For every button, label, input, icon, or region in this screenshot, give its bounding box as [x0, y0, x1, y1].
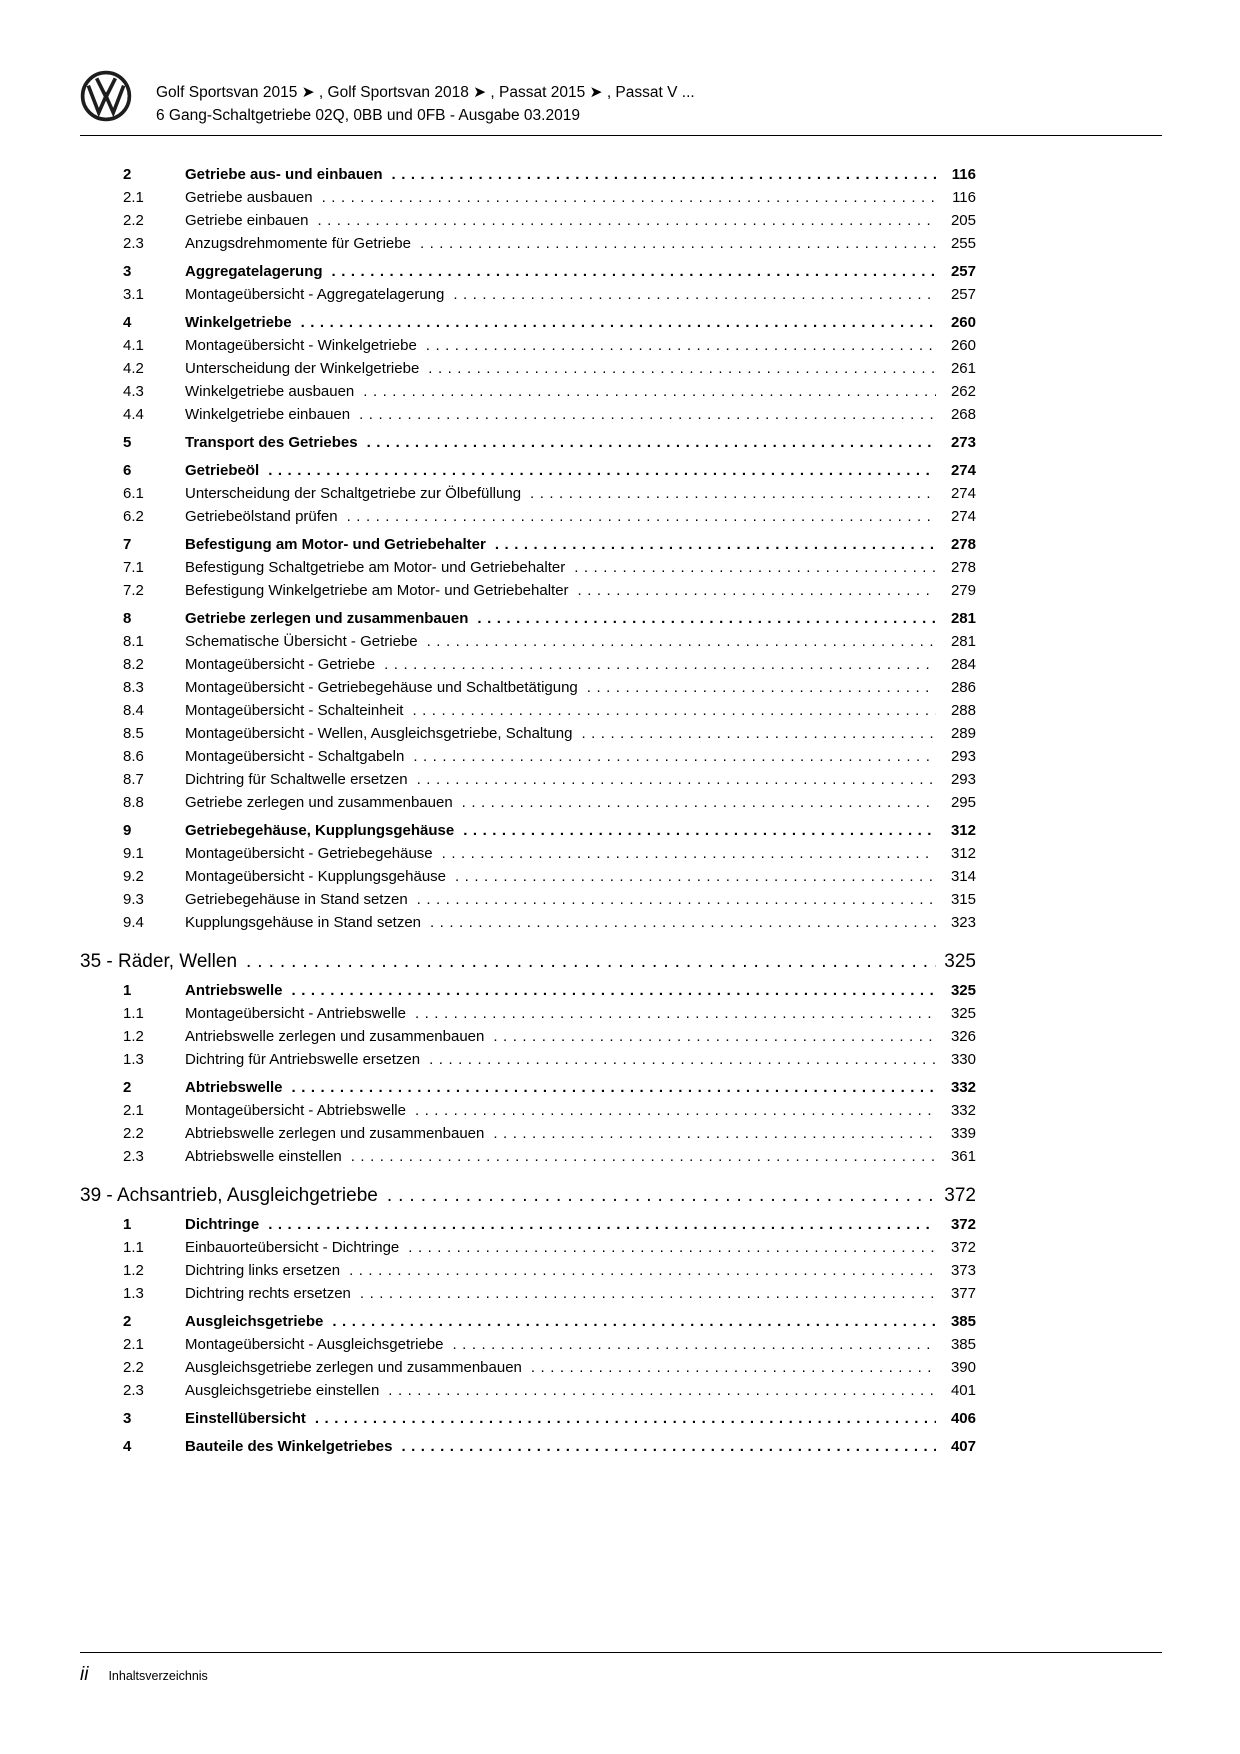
toc-entry-page: 278	[950, 559, 976, 576]
toc-entry-page: 281	[950, 610, 976, 627]
toc-entry-number: 8.3	[123, 679, 144, 696]
toc-entry-title: Dichtring für Schaltwelle ersetzen	[185, 771, 408, 788]
dot-leader	[392, 163, 936, 186]
toc-entry-page: 407	[950, 1438, 976, 1455]
dot-leader	[349, 1259, 936, 1282]
toc-entry-number: 8.2	[123, 656, 144, 673]
toc-entry-row[interactable]	[80, 260, 976, 283]
toc-entry-number: 1.2	[123, 1262, 144, 1279]
toc-entry-title: Montageübersicht - Ausgleichsgetriebe	[185, 1336, 444, 1353]
toc-entry-row[interactable]	[80, 186, 976, 209]
toc-entry-title: Getriebe zerlegen und zusammenbauen	[185, 610, 469, 627]
toc-chapter-page: 325	[944, 951, 976, 972]
toc-entry-row[interactable]	[80, 722, 976, 745]
dot-leader	[417, 768, 936, 791]
toc-entry-title: Montageübersicht - Antriebswelle	[185, 1005, 406, 1022]
toc-entry-title: Bauteile des Winkelgetriebes	[185, 1438, 393, 1455]
dot-leader	[531, 1356, 936, 1379]
toc-entry-row[interactable]	[80, 1333, 976, 1356]
toc-entry-number: 1.1	[123, 1005, 144, 1022]
toc-entry-page: 116	[952, 189, 976, 206]
toc-entry-number: 9	[123, 822, 132, 839]
dot-leader	[430, 911, 936, 934]
dot-leader	[442, 842, 936, 865]
toc-entry-number: 2	[123, 166, 132, 183]
dot-leader	[420, 232, 936, 255]
dot-leader	[530, 482, 936, 505]
dot-leader	[412, 699, 936, 722]
dot-leader	[429, 1048, 936, 1071]
toc-entry-row[interactable]	[80, 459, 976, 482]
toc-entry-row[interactable]	[80, 865, 976, 888]
toc-entry-number: 8.1	[123, 633, 144, 650]
toc-entry-number: 1	[123, 982, 132, 999]
dot-leader	[428, 357, 936, 380]
dot-leader	[587, 676, 936, 699]
dot-leader	[360, 1282, 936, 1305]
toc-entry-page: 377	[950, 1285, 976, 1302]
toc-entry-row[interactable]	[80, 1122, 976, 1145]
toc-entry-number: 6.2	[123, 508, 144, 525]
toc-entry-title: Antriebswelle	[185, 982, 283, 999]
toc-entry-number: 1	[123, 1216, 132, 1233]
toc-entry-number: 2.1	[123, 189, 144, 206]
dot-leader	[322, 186, 936, 209]
toc-entry-number: 2.3	[123, 235, 144, 252]
toc-entry-row[interactable]	[80, 311, 976, 334]
toc-entry-title: Schematische Übersicht - Getriebe	[185, 633, 418, 650]
dot-leader	[455, 865, 936, 888]
toc-entry-row[interactable]	[80, 431, 976, 454]
toc-entry-title: Getriebegehäuse in Stand setzen	[185, 891, 408, 908]
toc-entry-number: 2.3	[123, 1148, 144, 1165]
toc-entry-number: 1.3	[123, 1285, 144, 1302]
toc-entry-title: Aggregatelagerung	[185, 263, 323, 280]
dot-leader	[415, 1002, 936, 1025]
toc-entry-number: 7.2	[123, 582, 144, 599]
dot-leader	[292, 1076, 936, 1099]
toc-entry-number: 2.2	[123, 1125, 144, 1142]
footer-section-label: Inhaltsverzeichnis	[108, 1669, 208, 1683]
toc-entry-page: 339	[950, 1125, 976, 1142]
toc-entry-title: Montageübersicht - Kupplungsgehäuse	[185, 868, 447, 885]
dot-leader	[493, 1122, 936, 1145]
toc-entry-row[interactable]	[80, 1310, 976, 1333]
dot-leader	[332, 260, 936, 283]
toc-entry-number: 5	[123, 434, 132, 451]
toc-entry-title: Befestigung Winkelgetriebe am Motor- und Getriebehalter	[185, 582, 569, 599]
toc-entry-row[interactable]	[80, 630, 976, 653]
toc-entry-page: 361	[950, 1148, 976, 1165]
toc-entry-title: Abtriebswelle einstellen	[185, 1148, 342, 1165]
toc-entry-page: 279	[950, 582, 976, 599]
toc-entry-row[interactable]	[80, 1282, 976, 1305]
toc-entry-number: 6	[123, 462, 132, 479]
toc-entry-page: 288	[950, 702, 976, 719]
toc-entry-title: Montageübersicht - Schaltgabeln	[185, 748, 405, 765]
dot-leader	[477, 607, 936, 630]
toc-entry-title: Montageübersicht - Winkelgetriebe	[185, 337, 417, 354]
toc-entry-number: 3.1	[123, 286, 144, 303]
toc-entry-row[interactable]	[80, 334, 976, 357]
toc-entry-title: Anzugsdrehmomente für Getriebe	[185, 235, 411, 252]
toc-entry-page: 257	[950, 286, 976, 303]
toc-entry-title: Montageübersicht - Wellen, Ausgleichsgetriebe, Schaltung	[185, 725, 573, 742]
toc-entry-page: 406	[950, 1410, 976, 1427]
toc-entry-row[interactable]	[80, 556, 976, 579]
dot-leader	[268, 1213, 936, 1236]
toc-entry-page: 314	[950, 868, 976, 885]
dot-leader	[246, 949, 936, 974]
toc-entry-page: 260	[950, 337, 976, 354]
footer-page-number: ii	[80, 1664, 89, 1685]
toc-entry-page: 257	[950, 263, 976, 280]
toc-entry-page: 330	[950, 1051, 976, 1068]
toc-entry-page: 295	[950, 794, 976, 811]
toc-list	[80, 158, 976, 1458]
toc-entry-title: Einbauorteübersicht - Dichtringe	[185, 1239, 400, 1256]
toc-entry-row[interactable]	[80, 1076, 976, 1099]
dot-leader	[332, 1310, 936, 1333]
toc-entry-page: 325	[950, 982, 976, 999]
toc-chapter-title: 35 - Räder, Wellen	[80, 951, 238, 972]
dot-leader	[401, 1435, 936, 1458]
toc-entry-row[interactable]	[80, 745, 976, 768]
toc-entry-title: Befestigung am Motor- und Getriebehalter	[185, 536, 486, 553]
toc-entry-page: 116	[951, 166, 976, 183]
toc-entry-row[interactable]	[80, 380, 976, 403]
toc-entry-number: 7	[123, 536, 132, 553]
toc-entry-number: 1.2	[123, 1028, 144, 1045]
toc-entry-number: 9.1	[123, 845, 144, 862]
toc-entry-page: 281	[950, 633, 976, 650]
toc-entry-number: 8.8	[123, 794, 144, 811]
toc-entry-number: 2	[123, 1079, 132, 1096]
toc-entry-title: Getriebeölstand prüfen	[185, 508, 338, 525]
toc-entry-title: Dichtring rechts ersetzen	[185, 1285, 351, 1302]
toc-entry-page: 278	[950, 536, 976, 553]
toc-entry-page: 372	[950, 1216, 976, 1233]
toc-entry-row[interactable]	[80, 1356, 976, 1379]
dot-leader	[359, 403, 936, 426]
toc-entry-page: 255	[950, 235, 976, 252]
toc-entry-title: Dichtring links ersetzen	[185, 1262, 341, 1279]
toc-entry-row[interactable]	[80, 676, 976, 699]
dot-leader	[426, 334, 936, 357]
toc-entry-row[interactable]	[80, 1002, 976, 1025]
toc-entry-title: Unterscheidung der Schaltgetriebe zur Ölbefüllung	[185, 485, 522, 502]
toc-entry-number: 2	[123, 1313, 132, 1330]
toc-entry-title: Abtriebswelle	[185, 1079, 283, 1096]
toc-entry-row[interactable]	[80, 1025, 976, 1048]
toc-entry-row[interactable]	[80, 533, 976, 556]
toc-entry-title: Getriebeöl	[185, 462, 260, 479]
dot-leader	[363, 380, 936, 403]
toc-entry-page: 289	[950, 725, 976, 742]
dot-leader	[268, 459, 936, 482]
toc-entry-row[interactable]	[80, 979, 976, 1002]
dot-leader	[495, 533, 936, 556]
toc-entry-title: Montageübersicht - Aggregatelagerung	[185, 286, 445, 303]
toc-entry-row[interactable]	[80, 283, 976, 306]
toc-entry-page: 332	[950, 1102, 976, 1119]
toc-entry-row[interactable]	[80, 482, 976, 505]
toc-entry-page: 260	[950, 314, 976, 331]
toc-entry-title: Montageübersicht - Getriebegehäuse	[185, 845, 433, 862]
toc-entry-title: Abtriebswelle zerlegen und zusammenbauen	[185, 1125, 485, 1142]
toc-entry-number: 3	[123, 1410, 132, 1427]
dot-leader	[408, 1236, 936, 1259]
toc-chapter-row[interactable]	[80, 1183, 976, 1208]
toc-entry-number: 1.1	[123, 1239, 144, 1256]
toc-entry-page: 401	[950, 1382, 976, 1399]
toc-entry-title: Getriebe zerlegen und zusammenbauen	[185, 794, 453, 811]
toc-entry-row[interactable]	[80, 1407, 976, 1430]
toc-entry-row[interactable]	[80, 579, 976, 602]
toc-entry-row[interactable]	[80, 607, 976, 630]
toc-entry-number: 4	[123, 314, 132, 331]
toc-entry-number: 3	[123, 263, 132, 280]
toc-entry-page: 274	[950, 485, 976, 502]
dot-leader	[578, 579, 936, 602]
dot-leader	[292, 979, 936, 1002]
dot-leader	[574, 556, 936, 579]
footer-divider	[80, 1652, 1162, 1653]
dot-leader	[415, 1099, 936, 1122]
toc-entry-page: 261	[950, 360, 976, 377]
toc-entry-row[interactable]	[80, 1099, 976, 1122]
toc-entry-row[interactable]	[80, 819, 976, 842]
page-footer	[80, 1652, 1162, 1686]
toc-entry-number: 8.7	[123, 771, 144, 788]
header-edition-line: 6 Gang-Schaltgetriebe 02Q, 0BB und 0FB - Ausgabe 03.2019	[156, 107, 580, 124]
toc-entry-title: Befestigung Schaltgetriebe am Motor- und Getriebehalter	[185, 559, 566, 576]
toc-entry-page: 312	[950, 845, 976, 862]
page-header	[80, 70, 1162, 136]
dot-leader	[427, 630, 936, 653]
toc-entry-page: 262	[950, 383, 976, 400]
dot-leader	[462, 791, 936, 814]
toc-entry-title: Montageübersicht - Schalteinheit	[185, 702, 404, 719]
toc-entry-number: 9.4	[123, 914, 144, 931]
toc-entry-number: 7.1	[123, 559, 144, 576]
toc-entry-title: Kupplungsgehäuse in Stand setzen	[185, 914, 422, 931]
toc-entry-title: Unterscheidung der Winkelgetriebe	[185, 360, 420, 377]
toc-entry-page: 284	[950, 656, 976, 673]
dot-leader	[463, 819, 936, 842]
toc-entry-title: Getriebe einbauen	[185, 212, 309, 229]
toc-entry-row[interactable]	[80, 357, 976, 380]
toc-entry-row[interactable]	[80, 1048, 976, 1071]
toc-entry-title: Dichtring für Antriebswelle ersetzen	[185, 1051, 421, 1068]
toc-entry-page: 293	[950, 748, 976, 765]
toc-entry-number: 6.1	[123, 485, 144, 502]
toc-entry-row[interactable]	[80, 1259, 976, 1282]
toc-chapter-row[interactable]	[80, 949, 976, 974]
toc-entry-number: 2.2	[123, 212, 144, 229]
toc-entry-row[interactable]	[80, 888, 976, 911]
toc-entry-title: Winkelgetriebe	[185, 314, 292, 331]
toc-entry-page: 373	[950, 1262, 976, 1279]
toc-entry-title: Ausgleichsgetriebe einstellen	[185, 1382, 380, 1399]
toc-entry-row[interactable]	[80, 768, 976, 791]
toc-entry-number: 1.3	[123, 1051, 144, 1068]
dot-leader	[417, 888, 936, 911]
dot-leader	[347, 505, 936, 528]
toc-entry-title: Dichtringe	[185, 1216, 260, 1233]
dot-leader	[493, 1025, 936, 1048]
toc-entry-number: 4.4	[123, 406, 144, 423]
toc-chapter-page: 372	[944, 1185, 976, 1206]
toc-entry-row[interactable]	[80, 403, 976, 426]
toc-entry-row[interactable]	[80, 505, 976, 528]
toc-entry-page: 268	[950, 406, 976, 423]
toc-entry-page: 325	[950, 1005, 976, 1022]
toc-entry-row[interactable]	[80, 911, 976, 934]
dot-leader	[413, 745, 936, 768]
toc-entry-number: 4.3	[123, 383, 144, 400]
toc-entry-page: 274	[950, 508, 976, 525]
toc-entry-row[interactable]	[80, 209, 976, 232]
toc-entry-page: 293	[950, 771, 976, 788]
toc-entry-number: 8.5	[123, 725, 144, 742]
toc-entry-title: Getriebegehäuse, Kupplungsgehäuse	[185, 822, 455, 839]
toc-entry-row[interactable]	[80, 842, 976, 865]
toc-entry-page: 315	[950, 891, 976, 908]
toc-entry-title: Getriebe aus- und einbauen	[185, 166, 383, 183]
toc-entry-row[interactable]	[80, 232, 976, 255]
toc-entry-page: 332	[950, 1079, 976, 1096]
dot-leader	[387, 1183, 936, 1208]
toc-entry-row[interactable]	[80, 1435, 976, 1458]
toc-entry-row[interactable]	[80, 1145, 976, 1168]
toc-entry-page: 385	[950, 1313, 976, 1330]
dot-leader	[581, 722, 936, 745]
toc-entry-title: Getriebe ausbauen	[185, 189, 313, 206]
toc-entry-row[interactable]	[80, 653, 976, 676]
toc-chapter-title: 39 - Achsantrieb, Ausgleichgetriebe	[80, 1185, 378, 1206]
toc-entry-number: 8	[123, 610, 132, 627]
toc-entry-number: 8.4	[123, 702, 144, 719]
header-divider	[80, 135, 1162, 136]
toc-entry-page: 273	[950, 434, 976, 451]
toc-entry-row[interactable]	[80, 791, 976, 814]
toc-entry-page: 390	[950, 1359, 976, 1376]
dot-leader	[317, 209, 936, 232]
dot-leader	[367, 431, 936, 454]
vw-logo-icon	[80, 70, 132, 122]
dot-leader	[453, 1333, 937, 1356]
toc-entry-number: 2.1	[123, 1336, 144, 1353]
toc-entry-row[interactable]	[80, 699, 976, 722]
toc-entry-number: 2.3	[123, 1382, 144, 1399]
dot-leader	[453, 283, 936, 306]
dot-leader	[384, 653, 936, 676]
toc-entry-title: Ausgleichsgetriebe zerlegen und zusammenbauen	[185, 1359, 522, 1376]
toc-entry-page: 274	[950, 462, 976, 479]
toc-entry-row[interactable]	[80, 1213, 976, 1236]
toc-entry-page: 323	[950, 914, 976, 931]
toc-entry-title: Montageübersicht - Abtriebswelle	[185, 1102, 406, 1119]
dot-leader	[388, 1379, 936, 1402]
toc-entry-page: 286	[950, 679, 976, 696]
toc-entry-number: 2.1	[123, 1102, 144, 1119]
toc-entry-number: 4	[123, 1438, 132, 1455]
toc-entry-number: 8.6	[123, 748, 144, 765]
toc-entry-title: Winkelgetriebe ausbauen	[185, 383, 355, 400]
toc-entry-number: 9.2	[123, 868, 144, 885]
toc-entry-row[interactable]	[80, 1379, 976, 1402]
toc-entry-title: Transport des Getriebes	[185, 434, 358, 451]
toc-entry-title: Winkelgetriebe einbauen	[185, 406, 351, 423]
toc-entry-page: 205	[950, 212, 976, 229]
toc-entry-number: 2.2	[123, 1359, 144, 1376]
toc-entry-title: Montageübersicht - Getriebe	[185, 656, 376, 673]
dot-leader	[301, 311, 936, 334]
toc-entry-page: 312	[950, 822, 976, 839]
toc-entry-number: 4.2	[123, 360, 144, 377]
dot-leader	[315, 1407, 936, 1430]
toc-entry-title: Einstellübersicht	[185, 1410, 306, 1427]
toc-entry-page: 372	[950, 1239, 976, 1256]
toc-entry-page: 385	[950, 1336, 976, 1353]
toc-entry-number: 4.1	[123, 337, 144, 354]
header-models-line: Golf Sportsvan 2015 ➤ , Golf Sportsvan 2018 ➤ , Passat 2015 ➤ , Passat V ...	[156, 84, 695, 101]
dot-leader	[351, 1145, 936, 1168]
toc-entry-title: Antriebswelle zerlegen und zusammenbauen	[185, 1028, 485, 1045]
toc-entry-number: 9.3	[123, 891, 144, 908]
toc-entry-title: Ausgleichsgetriebe	[185, 1313, 324, 1330]
toc-entry-page: 326	[950, 1028, 976, 1045]
toc-entry-row[interactable]	[80, 163, 976, 186]
toc-entry-row[interactable]	[80, 1236, 976, 1259]
toc-entry-title: Montageübersicht - Getriebegehäuse und Schaltbetätigung	[185, 679, 578, 696]
